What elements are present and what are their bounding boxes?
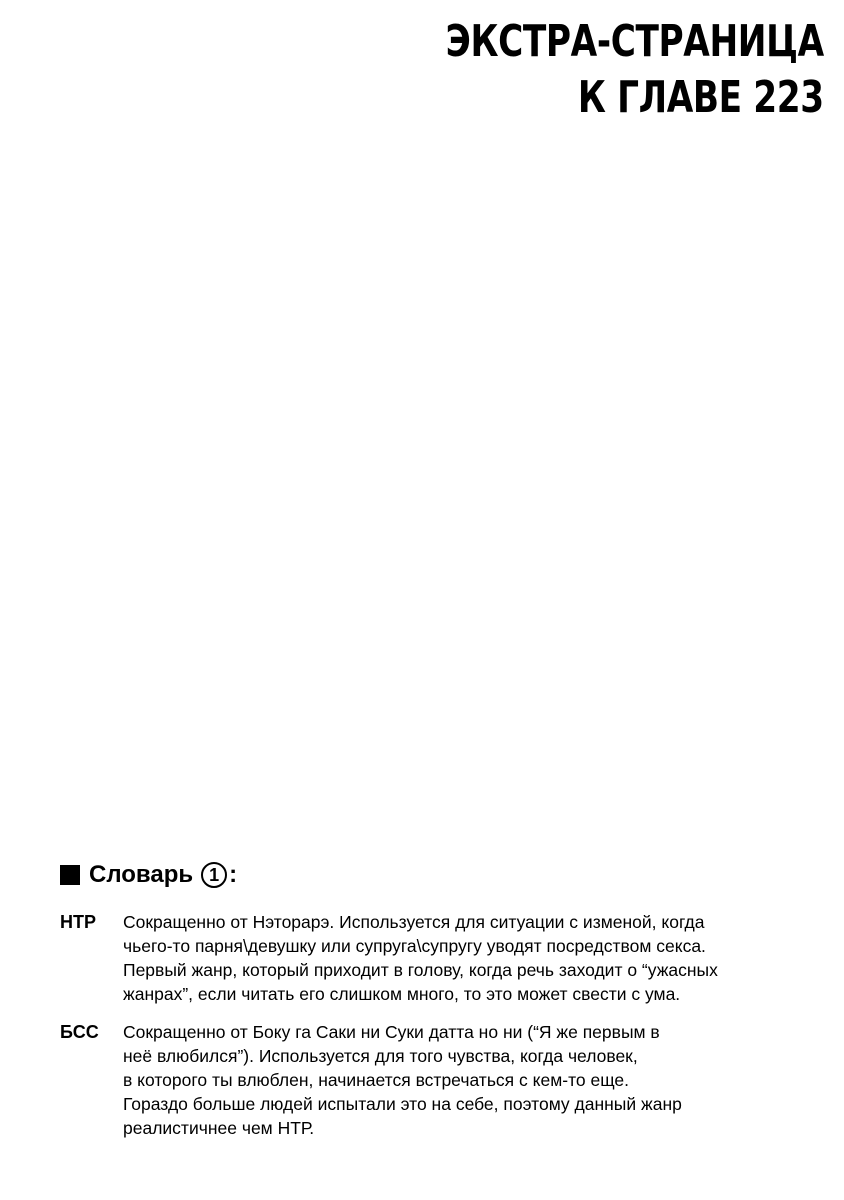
heading-colon: : <box>229 861 238 888</box>
glossary-entry-ntr <box>60 910 800 1006</box>
definition-line: Сокращенно от Нэторарэ. Используется для ситуации с изменой, когда <box>123 912 705 932</box>
glossary-term: НТР <box>60 912 96 932</box>
definition-line: реалистичнее чем НТР. <box>123 1118 315 1138</box>
glossary-section <box>60 858 800 1154</box>
glossary-heading-text: Словарь <box>89 861 194 888</box>
glossary-heading <box>60 858 800 892</box>
page-title-line-1: ЭКСТРА-СТРАНИЦА <box>445 16 824 67</box>
glossary-definition <box>123 910 718 1006</box>
glossary-definition <box>123 1020 682 1140</box>
black-square-icon <box>60 865 80 885</box>
definition-line: Сокращенно от Боку га Саки ни Суки датта но ни (“Я же первым в <box>123 1022 660 1042</box>
definition-line: Гораздо больше людей испытали это на себе, поэтому данный жанр <box>123 1094 682 1114</box>
definition-line: Первый жанр, который приходит в голову, когда речь заходит о “ужасных <box>123 960 718 980</box>
definition-line: неё влюбился”). Используется для того чувства, когда человек, <box>123 1046 638 1066</box>
glossary-term: БСС <box>60 1022 99 1042</box>
circled-number-icon: 1 <box>201 862 227 888</box>
definition-line: жанрах”, если читать его слишком много, то это может свести с ума. <box>123 984 681 1004</box>
definition-line: в которого ты влюблен, начинается встречаться с кем-то еще. <box>123 1070 630 1090</box>
glossary-entry-bss <box>60 1020 800 1140</box>
page-title <box>446 14 824 126</box>
page-title-line-2: К ГЛАВЕ 223 <box>578 72 824 123</box>
definition-line: чьего-то парня\девушку или супруга\супругу уводят посредством секса. <box>123 936 706 956</box>
